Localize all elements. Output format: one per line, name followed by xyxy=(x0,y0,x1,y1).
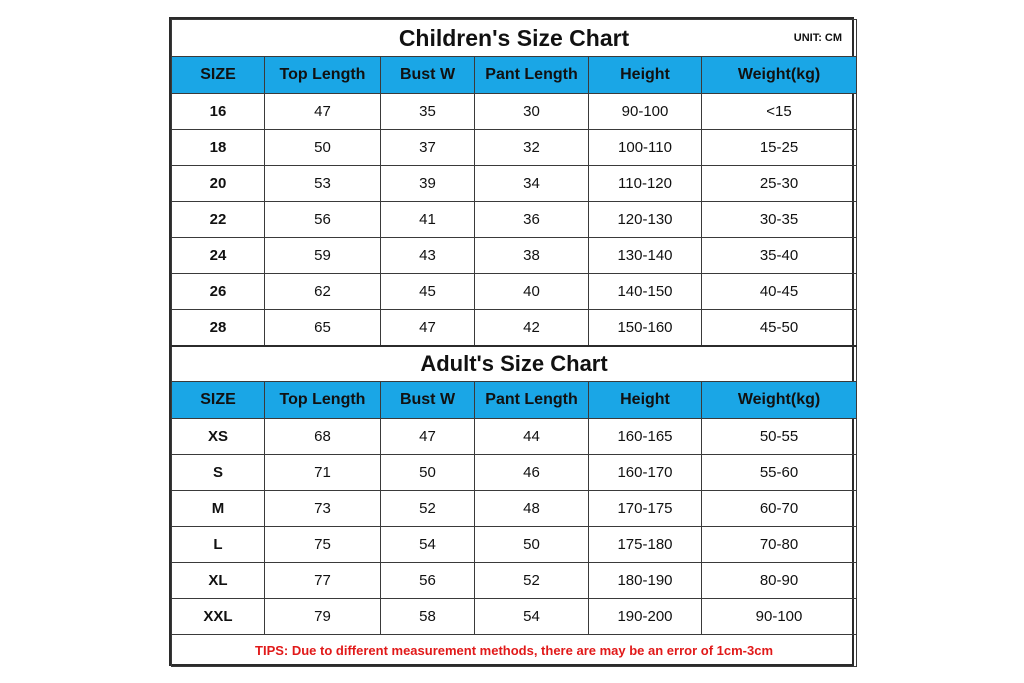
cell-size: 28 xyxy=(172,310,265,347)
cell-pant-length: 42 xyxy=(475,310,589,347)
cell-size: S xyxy=(172,455,265,491)
cell-weight: 35-40 xyxy=(702,238,857,274)
cell-top-length: 75 xyxy=(265,527,381,563)
cell-size: 26 xyxy=(172,274,265,310)
cell-bust-w: 47 xyxy=(381,310,475,347)
adult-table-row xyxy=(172,563,857,599)
cell-top-length: 77 xyxy=(265,563,381,599)
cell-pant-length: 38 xyxy=(475,238,589,274)
children-table-row xyxy=(172,94,857,130)
cell-weight: <15 xyxy=(702,94,857,130)
cell-top-length: 59 xyxy=(265,238,381,274)
cell-top-length: 50 xyxy=(265,130,381,166)
header-pant-length: Pant Length xyxy=(475,382,589,419)
header-top-length: Top Length xyxy=(265,57,381,94)
cell-height: 180-190 xyxy=(589,563,702,599)
header-weight: Weight(kg) xyxy=(702,57,857,94)
cell-pant-length: 46 xyxy=(475,455,589,491)
unit-label: UNIT: CM xyxy=(793,32,843,44)
adult-table-row xyxy=(172,455,857,491)
cell-height: 130-140 xyxy=(589,238,702,274)
cell-weight: 90-100 xyxy=(702,599,857,635)
cell-height: 120-130 xyxy=(589,202,702,238)
cell-top-length: 56 xyxy=(265,202,381,238)
header-top-length: Top Length xyxy=(265,382,381,419)
header-pant-length: Pant Length xyxy=(475,57,589,94)
cell-top-length: 53 xyxy=(265,166,381,202)
cell-size: 24 xyxy=(172,238,265,274)
cell-height: 170-175 xyxy=(589,491,702,527)
header-bust-w: Bust W xyxy=(381,57,475,94)
adult-table-row xyxy=(172,491,857,527)
cell-height: 190-200 xyxy=(589,599,702,635)
cell-bust-w: 37 xyxy=(381,130,475,166)
cell-bust-w: 56 xyxy=(381,563,475,599)
cell-height: 90-100 xyxy=(589,94,702,130)
children-table-row xyxy=(172,166,857,202)
children-chart-title: Children's Size Chart xyxy=(398,24,630,51)
cell-pant-length: 48 xyxy=(475,491,589,527)
adult-table-row xyxy=(172,599,857,635)
cell-size: 18 xyxy=(172,130,265,166)
cell-weight: 45-50 xyxy=(702,310,857,347)
children-title-cell xyxy=(172,20,857,57)
cell-weight: 60-70 xyxy=(702,491,857,527)
cell-weight: 80-90 xyxy=(702,563,857,599)
cell-size: L xyxy=(172,527,265,563)
cell-weight: 30-35 xyxy=(702,202,857,238)
cell-pant-length: 32 xyxy=(475,130,589,166)
adult-table-row xyxy=(172,527,857,563)
adult-chart-title: Adult's Size Chart xyxy=(172,346,857,382)
cell-height: 110-120 xyxy=(589,166,702,202)
cell-pant-length: 40 xyxy=(475,274,589,310)
cell-bust-w: 45 xyxy=(381,274,475,310)
cell-top-length: 79 xyxy=(265,599,381,635)
cell-bust-w: 35 xyxy=(381,94,475,130)
cell-top-length: 73 xyxy=(265,491,381,527)
cell-height: 150-160 xyxy=(589,310,702,347)
header-size: SIZE xyxy=(172,57,265,94)
cell-top-length: 68 xyxy=(265,419,381,455)
cell-weight: 40-45 xyxy=(702,274,857,310)
cell-bust-w: 47 xyxy=(381,419,475,455)
cell-pant-length: 44 xyxy=(475,419,589,455)
children-header-row xyxy=(172,57,857,94)
cell-pant-length: 52 xyxy=(475,563,589,599)
cell-size: 22 xyxy=(172,202,265,238)
cell-bust-w: 50 xyxy=(381,455,475,491)
cell-bust-w: 43 xyxy=(381,238,475,274)
children-table-row xyxy=(172,238,857,274)
children-table-row xyxy=(172,202,857,238)
header-weight: Weight(kg) xyxy=(702,382,857,419)
cell-pant-length: 36 xyxy=(475,202,589,238)
cell-weight: 25-30 xyxy=(702,166,857,202)
cell-size: M xyxy=(172,491,265,527)
cell-pant-length: 30 xyxy=(475,94,589,130)
cell-bust-w: 52 xyxy=(381,491,475,527)
cell-bust-w: 39 xyxy=(381,166,475,202)
cell-weight: 70-80 xyxy=(702,527,857,563)
cell-weight: 55-60 xyxy=(702,455,857,491)
cell-height: 160-170 xyxy=(589,455,702,491)
adult-table-row xyxy=(172,419,857,455)
cell-pant-length: 50 xyxy=(475,527,589,563)
header-height: Height xyxy=(589,57,702,94)
cell-height: 160-165 xyxy=(589,419,702,455)
cell-bust-w: 58 xyxy=(381,599,475,635)
cell-size: XXL xyxy=(172,599,265,635)
cell-size: XS xyxy=(172,419,265,455)
cell-pant-length: 34 xyxy=(475,166,589,202)
children-table-row xyxy=(172,130,857,166)
cell-size: 20 xyxy=(172,166,265,202)
children-title-row xyxy=(172,20,857,57)
size-chart-table xyxy=(171,19,857,667)
cell-weight: 15-25 xyxy=(702,130,857,166)
cell-bust-w: 41 xyxy=(381,202,475,238)
header-size: SIZE xyxy=(172,382,265,419)
cell-pant-length: 54 xyxy=(475,599,589,635)
size-chart-sheet xyxy=(169,17,854,666)
cell-top-length: 47 xyxy=(265,94,381,130)
cell-top-length: 65 xyxy=(265,310,381,347)
tips-row xyxy=(172,635,857,667)
children-table-row xyxy=(172,310,857,347)
cell-bust-w: 54 xyxy=(381,527,475,563)
cell-size: 16 xyxy=(172,94,265,130)
cell-weight: 50-55 xyxy=(702,419,857,455)
header-bust-w: Bust W xyxy=(381,382,475,419)
cell-height: 175-180 xyxy=(589,527,702,563)
cell-top-length: 71 xyxy=(265,455,381,491)
tips-text: TIPS: Due to different measurement methods, there are may be an error of 1cm-3cm xyxy=(172,635,857,667)
children-table-row xyxy=(172,274,857,310)
cell-top-length: 62 xyxy=(265,274,381,310)
header-height: Height xyxy=(589,382,702,419)
cell-height: 140-150 xyxy=(589,274,702,310)
adult-title-row xyxy=(172,346,857,382)
adult-header-row xyxy=(172,382,857,419)
cell-size: XL xyxy=(172,563,265,599)
cell-height: 100-110 xyxy=(589,130,702,166)
